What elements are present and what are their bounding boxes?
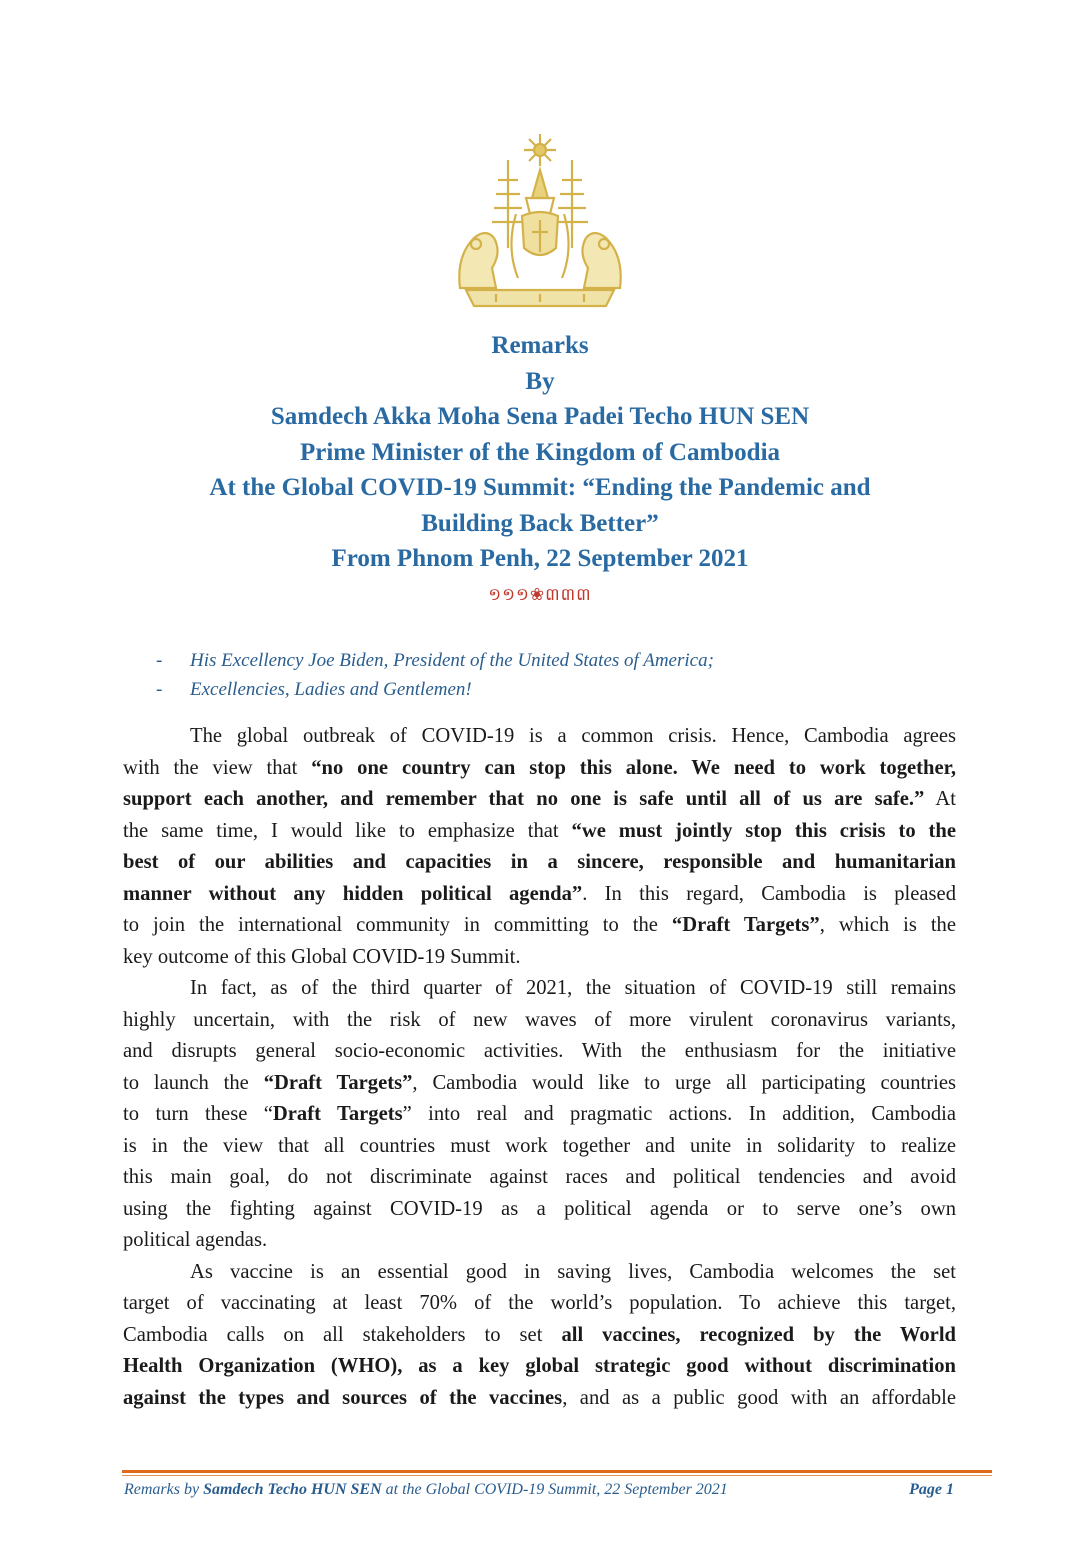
- bold-text-run: “no one country can stop this alone. We need to work together,: [311, 756, 956, 779]
- body-line: [123, 784, 956, 816]
- bold-text-run: “Draft Targets”: [671, 914, 820, 936]
- sun-rays: [524, 134, 556, 166]
- dash-bullet: -: [156, 679, 163, 700]
- salutation-item: [150, 675, 950, 704]
- title-line: Remarks: [491, 332, 589, 359]
- footer-rule: [122, 1470, 992, 1473]
- body-line: [123, 1257, 956, 1289]
- speech-body: [123, 721, 956, 1414]
- footer-name: Samdech Techo HUN SEN: [203, 1481, 382, 1498]
- bold-text-run: “we must jointly stop this crisis to the: [571, 819, 956, 842]
- title-line: Building Back Better”: [421, 509, 659, 537]
- text-run: this main goal, do not discriminate against races and political tendencies and avoid: [123, 1166, 956, 1188]
- text-run: is in the view that all countries must work together and unite in solidarity to realize: [123, 1134, 956, 1157]
- bold-text-run: all vaccines, recognized by the World: [561, 1323, 957, 1346]
- text-run: with the view that: [123, 756, 312, 779]
- text-run: and disrupts general socio-economic activities. With the enthusiasm for the initiative: [123, 1040, 956, 1062]
- body-line: [123, 1225, 956, 1257]
- body-line: [123, 753, 956, 785]
- body-line: [123, 721, 956, 753]
- body-line: [123, 910, 956, 942]
- salutation-text: Excellencies, Ladies and Gentlemen!: [190, 679, 472, 700]
- text-run: At: [924, 788, 956, 810]
- title-line: From Phnom Penh, 22 September 2021: [331, 545, 749, 572]
- text-run: Cambodia calls on all stakeholders to set: [123, 1323, 562, 1346]
- bold-text-run: support each another, and remember that no one is safe until all of us are safe.”: [123, 788, 925, 810]
- footer-rule-thin: [122, 1475, 992, 1476]
- bold-text-run: “Draft Targets”: [263, 1071, 413, 1094]
- text-run: to join the international community in committing to the: [123, 914, 672, 936]
- text-run: highly uncertain, with the risk of new waves of more virulent coronavirus variants,: [123, 1008, 956, 1031]
- text-run: to turn these “: [123, 1103, 273, 1125]
- text-run: , and as a public good with an affordable: [562, 1386, 956, 1409]
- salutation-text: His Excellency Joe Biden, President of the United States of America;: [190, 650, 714, 671]
- text-run: In fact, as of the third quarter of 2021, the situation of COVID-19 still remains: [190, 977, 956, 999]
- text-run: to launch the: [123, 1071, 264, 1094]
- title-line: By: [525, 367, 555, 395]
- text-run: . In this regard, Cambodia is pleased: [582, 882, 956, 905]
- body-line: [123, 1320, 956, 1352]
- text-run: the same time, I would like to emphasize that: [123, 819, 572, 842]
- title-line: Prime Minister of the Kingdom of Cambodia: [299, 438, 781, 466]
- body-line: [123, 942, 956, 974]
- bold-text-run: Draft Targets: [272, 1103, 403, 1125]
- text-run: target of vaccinating at least 70% of the world’s population. To achieve this target,: [123, 1292, 956, 1314]
- text-run: , Cambodia would like to urge all participating countries: [412, 1071, 956, 1094]
- body-line: [123, 879, 956, 911]
- title-line: Samdech Akka Moha Sena Padei Techo HUN SEN: [270, 403, 810, 430]
- body-line: [123, 1099, 956, 1131]
- khmer-ornament: ១១១❀៣៣៣: [488, 585, 592, 604]
- dash-bullet: -: [156, 650, 163, 671]
- body-line: [123, 1131, 956, 1163]
- body-line: [123, 1162, 956, 1194]
- body-line: [123, 1036, 956, 1068]
- text-run: key outcome of this Global COVID-19 Summit.: [123, 945, 521, 968]
- salutation-item: [150, 646, 950, 675]
- bold-text-run: against the types and sources of the vaccines: [123, 1386, 563, 1409]
- footer-suffix: at the Global COVID-19 Summit, 22 September 2021: [381, 1481, 728, 1498]
- text-run: The global outbreak of COVID-19 is a common crisis. Hence, Cambodia agrees: [190, 725, 956, 747]
- body-line: [123, 1383, 956, 1415]
- body-line: [123, 816, 956, 848]
- bold-text-run: Health Organization (WHO), as a key global strategic good without discrimination: [123, 1355, 956, 1377]
- body-line: [123, 1068, 956, 1100]
- text-run: ” into real and pragmatic actions. In addition, Cambodia: [402, 1103, 956, 1125]
- bold-text-run: manner without any hidden political agenda”: [123, 882, 583, 905]
- body-line: [123, 847, 956, 879]
- document-title-block: [120, 328, 960, 577]
- title-line: At the Global COVID-19 Summit: “Ending the Pandemic and: [209, 474, 871, 501]
- bold-text-run: best of our abilities and capacities in a sincere, responsible and humanitarian: [123, 851, 956, 873]
- body-line: [123, 973, 956, 1005]
- body-line: [123, 1351, 956, 1383]
- page-number: Page 1: [909, 1481, 954, 1498]
- salutation-list: [150, 646, 950, 704]
- footer-prefix: Remarks by: [124, 1481, 204, 1498]
- body-line: [123, 1005, 956, 1037]
- text-run: political agendas.: [123, 1229, 268, 1251]
- text-run: As vaccine is an essential good in saving lives, Cambodia welcomes the set: [190, 1260, 956, 1283]
- page-footer: [124, 1478, 954, 1502]
- body-line: [123, 1194, 956, 1226]
- body-line: [123, 1288, 956, 1320]
- text-run: using the fighting against COVID-19 as a political agenda or to serve one’s own: [123, 1197, 956, 1220]
- royal-arms-emblem-icon: [446, 128, 634, 318]
- text-run: , which is the: [819, 914, 956, 936]
